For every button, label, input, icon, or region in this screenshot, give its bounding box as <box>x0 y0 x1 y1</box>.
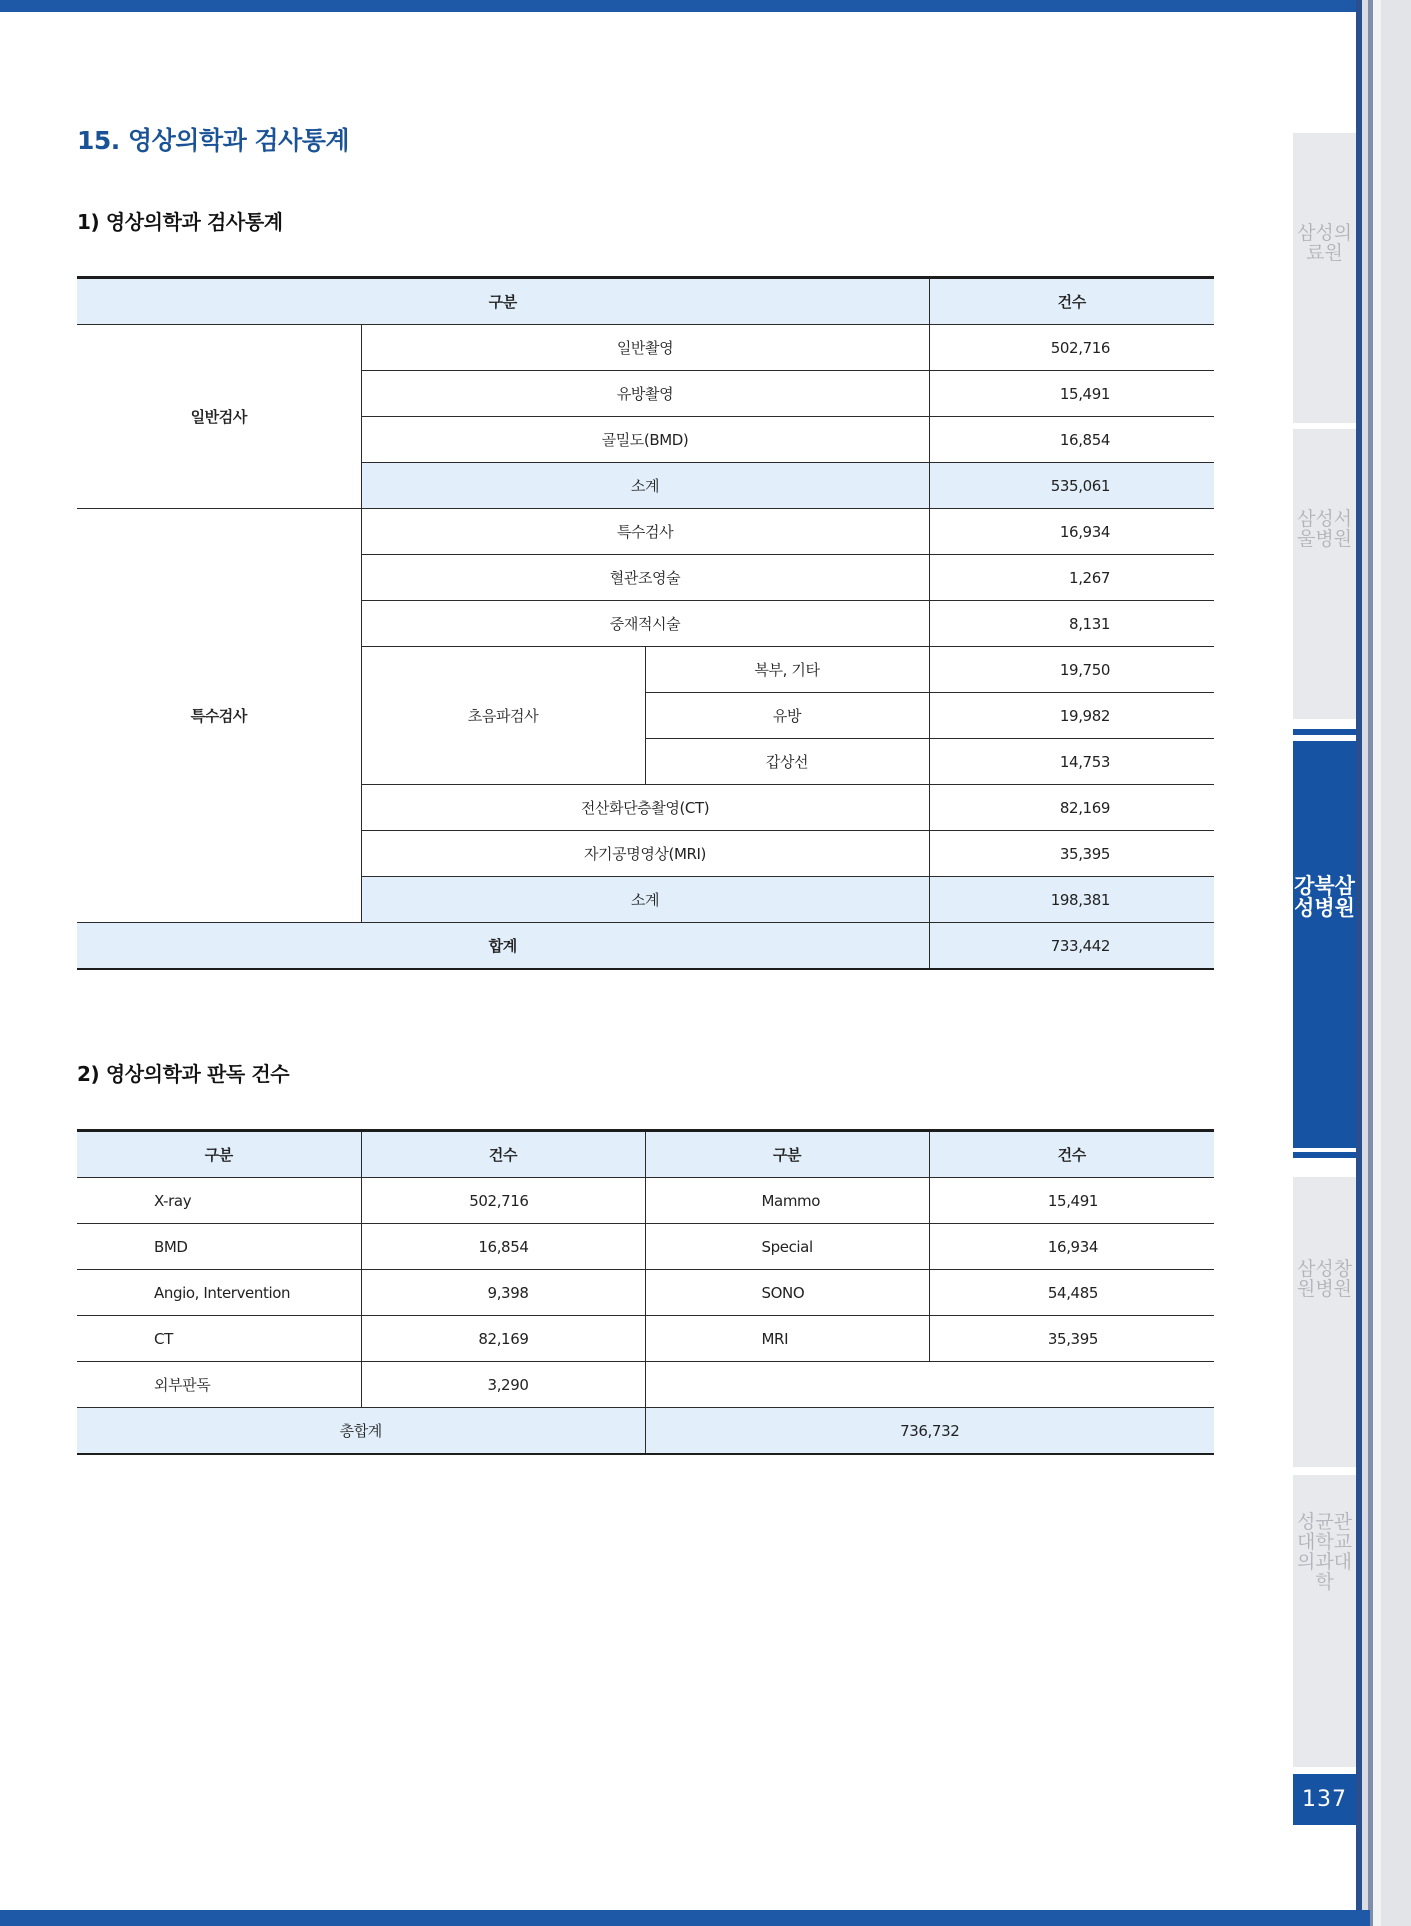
total-label: 합계 <box>77 923 929 970</box>
subtotal-count: 535,061 <box>929 463 1214 509</box>
row-label: BMD <box>77 1224 361 1270</box>
header-category: 구분 <box>77 1131 361 1178</box>
total-label: 총합계 <box>77 1408 645 1455</box>
row-label: X-ray <box>77 1178 361 1224</box>
header-category: 구분 <box>645 1131 929 1178</box>
subtotal-label: 소계 <box>361 463 929 509</box>
row-label: 복부, 기타 <box>645 647 929 693</box>
subtotal-count: 198,381 <box>929 877 1214 923</box>
row-count: 16,854 <box>361 1224 645 1270</box>
reading-count-table <box>77 1129 1214 1455</box>
group-label-special: 특수검사 <box>77 509 361 923</box>
section-2-title: 2) 영상의학과 판독 건수 <box>77 1062 290 1086</box>
row-label: 일반촬영 <box>361 325 929 371</box>
row-count: 3,290 <box>361 1362 645 1408</box>
row-count: 82,169 <box>361 1316 645 1362</box>
tab-samsung-changwon-hospital[interactable] <box>1293 1177 1356 1467</box>
tab-samsung-medical-center[interactable] <box>1293 133 1356 423</box>
row-count: 82,169 <box>929 785 1214 831</box>
tab-label: 삼성창원병원 <box>1296 1258 1353 1300</box>
tab-divider <box>1293 1152 1356 1158</box>
tab-label: 삼성의료원 <box>1296 222 1353 264</box>
page-edge <box>1373 0 1381 1926</box>
table-row <box>77 1270 1214 1316</box>
ultrasound-label: 초음파검사 <box>361 647 645 785</box>
tab-skku-medical-school[interactable] <box>1293 1475 1356 1767</box>
page-number: 137 <box>1293 1774 1356 1825</box>
row-count: 19,982 <box>929 693 1214 739</box>
tab-label: 삼성서울병원 <box>1296 508 1353 550</box>
row-label: 중재적시술 <box>361 601 929 647</box>
row-count: 35,395 <box>929 831 1214 877</box>
row-count: 9,398 <box>361 1270 645 1316</box>
empty-cell <box>645 1362 1214 1408</box>
total-count: 733,442 <box>929 923 1214 970</box>
total-count: 736,732 <box>645 1408 1214 1455</box>
table-row <box>77 1316 1214 1362</box>
row-count: 35,395 <box>929 1316 1214 1362</box>
row-label: 자기공명영상(MRI) <box>361 831 929 877</box>
tab-label: 강북삼성병원 <box>1294 874 1355 920</box>
row-count: 8,131 <box>929 601 1214 647</box>
row-count: 16,934 <box>929 1224 1214 1270</box>
row-count: 15,491 <box>929 371 1214 417</box>
row-count: 502,716 <box>929 325 1214 371</box>
row-label: 외부판독 <box>77 1362 361 1408</box>
page-heading: 15. 영상의학과 검사통계 <box>77 126 350 155</box>
section-1-title: 1) 영상의학과 검사통계 <box>77 210 283 234</box>
header-category: 구분 <box>77 278 929 325</box>
row-label: CT <box>77 1316 361 1362</box>
row-label: SONO <box>645 1270 929 1316</box>
header-count: 건수 <box>361 1131 645 1178</box>
table-header-row <box>77 1131 1214 1178</box>
row-label: 혈관조영술 <box>361 555 929 601</box>
header-count: 건수 <box>929 1131 1214 1178</box>
table-row <box>77 325 1214 371</box>
table-row <box>77 1224 1214 1270</box>
subtotal-label: 소계 <box>361 877 929 923</box>
total-row <box>77 923 1214 970</box>
row-count: 502,716 <box>361 1178 645 1224</box>
row-count: 16,854 <box>929 417 1214 463</box>
table-row <box>77 1178 1214 1224</box>
top-border <box>0 0 1358 12</box>
row-count: 1,267 <box>929 555 1214 601</box>
row-label: Special <box>645 1224 929 1270</box>
bottom-border <box>0 1910 1370 1926</box>
row-label: MRI <box>645 1316 929 1362</box>
table-row <box>77 509 1214 555</box>
tab-divider <box>1293 729 1356 735</box>
row-label: Mammo <box>645 1178 929 1224</box>
group-label-general: 일반검사 <box>77 325 361 509</box>
row-count: 19,750 <box>929 647 1214 693</box>
tab-kangbuk-samsung-hospital[interactable] <box>1293 741 1356 1148</box>
row-count: 15,491 <box>929 1178 1214 1224</box>
row-label: 골밀도(BMD) <box>361 417 929 463</box>
tab-label: 성균관대학교 의과대학 <box>1296 1511 1353 1593</box>
row-count: 54,485 <box>929 1270 1214 1316</box>
table-row <box>77 1362 1214 1408</box>
tab-samsung-seoul-hospital[interactable] <box>1293 429 1356 719</box>
row-label: 전산화단층촬영(CT) <box>361 785 929 831</box>
row-label: 유방 <box>645 693 929 739</box>
row-label: 특수검사 <box>361 509 929 555</box>
row-label: Angio, Intervention <box>77 1270 361 1316</box>
total-row <box>77 1408 1214 1455</box>
header-count: 건수 <box>929 278 1214 325</box>
exam-statistics-table <box>77 276 1214 970</box>
row-label: 유방촬영 <box>361 371 929 417</box>
row-count: 16,934 <box>929 509 1214 555</box>
row-count: 14,753 <box>929 739 1214 785</box>
table-header-row <box>77 278 1214 325</box>
page-edge <box>1381 0 1411 1926</box>
row-label: 갑상선 <box>645 739 929 785</box>
